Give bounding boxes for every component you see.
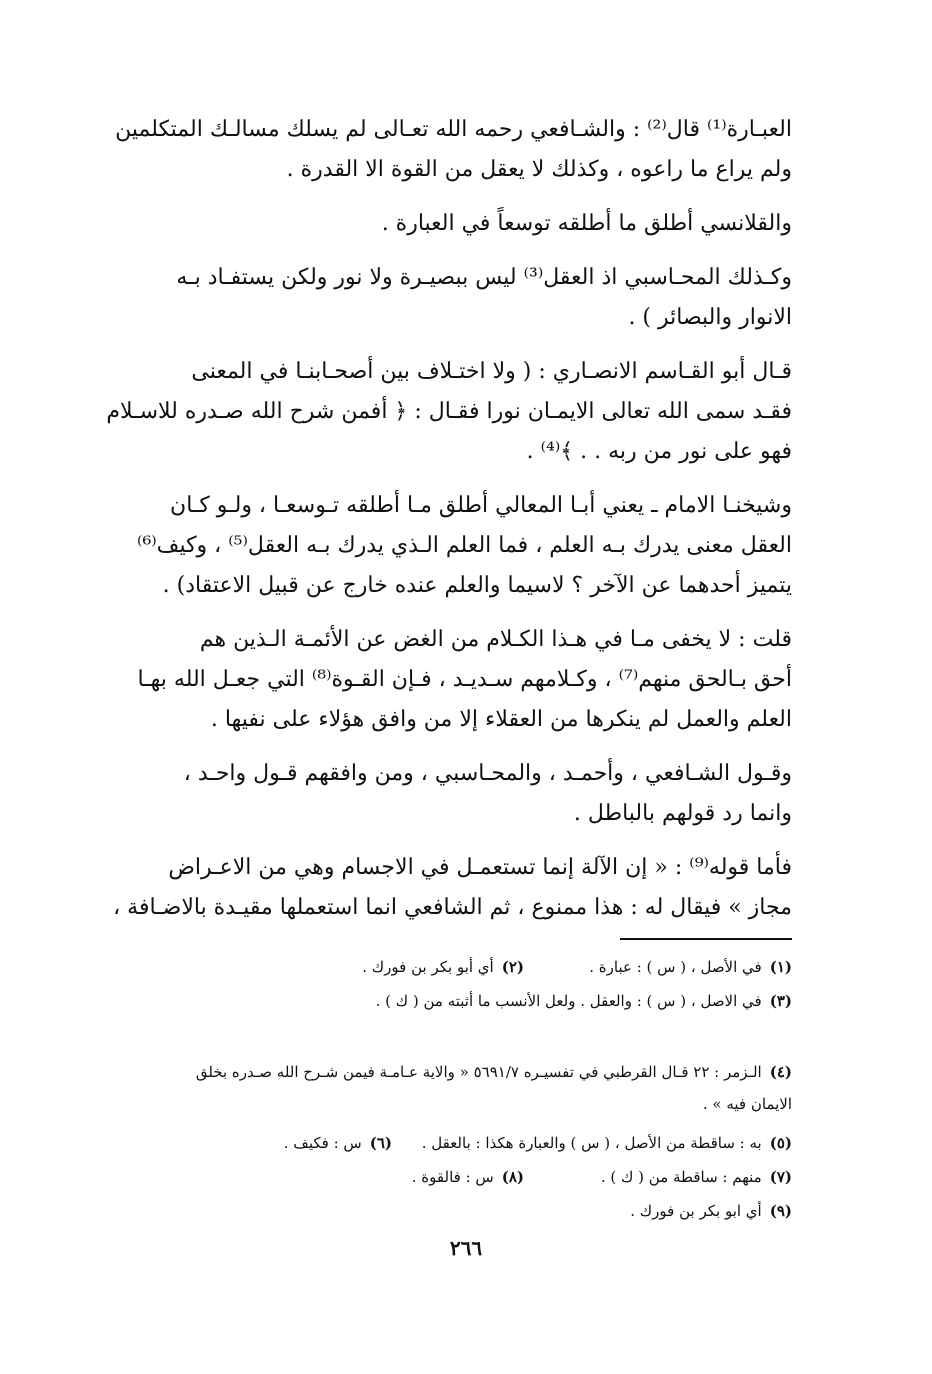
footnote-text: أي ابو بكر بن فورك . (630, 1202, 762, 1220)
main-text (102, 110, 792, 942)
footnote-7 (524, 1160, 792, 1194)
footnote-number: (٩) (769, 1202, 792, 1220)
footnote-row (102, 1126, 792, 1160)
footnote-row (102, 950, 792, 984)
footnote-3 (376, 984, 792, 1018)
paragraph-7: وقـول الشـافعي ، وأحمـد ، والمحـاسبي ، ومن وافقهم قـول واحـد ، وانما رد قولهم بالباطل . (183, 761, 792, 826)
footnote-5 (392, 1126, 792, 1160)
footnote-text: أي أبو بكر بن فورك . (362, 958, 494, 976)
footnote-4 (102, 1024, 792, 1120)
paragraph-1: العبـارة⁽¹⁾ قال⁽²⁾ : والشـافعي رحمه الله تعـالى لم يسلك مسالـك المتكلمين ولم يراع ما راعوه ، وكذلك لا يعقل من القوة الا القدرة . (115, 117, 792, 182)
footnote-text: س : فالقوة . (411, 1168, 494, 1186)
footnote-2 (362, 950, 524, 984)
footnote-6 (284, 1126, 392, 1160)
footnote-row (102, 984, 792, 1018)
footnote-number: (١) (769, 958, 792, 976)
footnote-separator (620, 938, 792, 940)
paragraph-3: وكـذلك المحـاسبي اذ العقل⁽³⁾ ليس ببصيـرة ولا نور ولكن يستفـاد بـه الانوار والبصائر ) . (176, 265, 792, 330)
footnote-number: (٦) (369, 1134, 392, 1152)
footnote-text: في الاصل ، ( س ) : والعقل . ولعل الأنسب ما أثبته من ( ك ) . (375, 992, 762, 1010)
footnote-text: منهم : ساقطة من ( ك ) . (600, 1168, 762, 1186)
paragraph-6: قلت : لا يخفى مـا في هـذا الكـلام من الغض عن الأئمـة الـذين هم أحق بـالحق منهم⁽⁷⁾ ، وكـلامهم سـديـد ، فـإن القـوة⁽⁸⁾ التي جعـل الله بهـا العلم والعمل لم ينكرها من العقلاء إلا من وافق هؤلاء على نفيها . (137, 627, 792, 732)
footnote-1 (524, 950, 792, 984)
footnote-row (102, 1194, 792, 1228)
footnote-text: الـزمر : ٢٢ قـال القرطبي في تفسيـره ٥٦٩١/٧ « والاية عـامـة فيمن شـرح الله صـدره بخلق الايمان فيه » . (195, 1063, 792, 1113)
footnote-text: في الأصل ، ( س ) : عبارة . (589, 958, 762, 976)
footnote-number: (٨) (501, 1168, 524, 1186)
footnote-number: (٢) (501, 958, 524, 976)
footnote-number: (٣) (769, 992, 792, 1010)
footnotes (102, 950, 792, 1228)
paragraph-5: وشيخنـا الامام ـ يعني أبـا المعالي أطلق مـا أطلقه تـوسعـا ، ولـو كـان العقل معنى يدرك بـه العلم ، فما العلم الـذي يدرك بـه العقل⁽⁵⁾ ، وكيف⁽⁶⁾ يتميز أحدهما عن الآخر ؟ لاسيما والعلم عنده خارج عن قبيل الاعتقاد) . (137, 493, 792, 598)
footnote-9 (630, 1194, 792, 1228)
footnote-number: (٧) (769, 1168, 792, 1186)
footnote-row (102, 1160, 792, 1194)
page-number: ٢٦٦ (449, 1236, 483, 1260)
footnote-8 (412, 1160, 524, 1194)
footnote-text: به : ساقطة من الأصل ، ( س ) والعبارة هكذا : بالعقل . (421, 1134, 762, 1152)
footnote-number: (٥) (769, 1134, 792, 1152)
paragraph-2: والقلانسي أطلق ما أطلقه توسعاً في العبارة . (381, 211, 792, 236)
paragraph-4: قـال أبو القـاسم الانصـاري : ( ولا اختـلاف بين أصحـابنـا في المعنى فقـد سمى الله تعالى الايمـان نورا فقـال : ﴿ أفمن شرح الله صـدره للاسـلام فهو على نور من ربه . . ﴾⁽⁴⁾ . (106, 359, 792, 464)
paragraph-8: فأما قوله⁽⁹⁾ : « إن الآلة إنما تستعمـل في الاجسام وهي من الاعـراض مجاز » فيقال له : هذا ممنوع ، ثم الشافعي انما استعملها مقيـدة بالاضـافة ، (113, 855, 792, 920)
footnote-text: س : فكيف . (283, 1134, 362, 1152)
footnote-number: (٤) (769, 1063, 792, 1081)
